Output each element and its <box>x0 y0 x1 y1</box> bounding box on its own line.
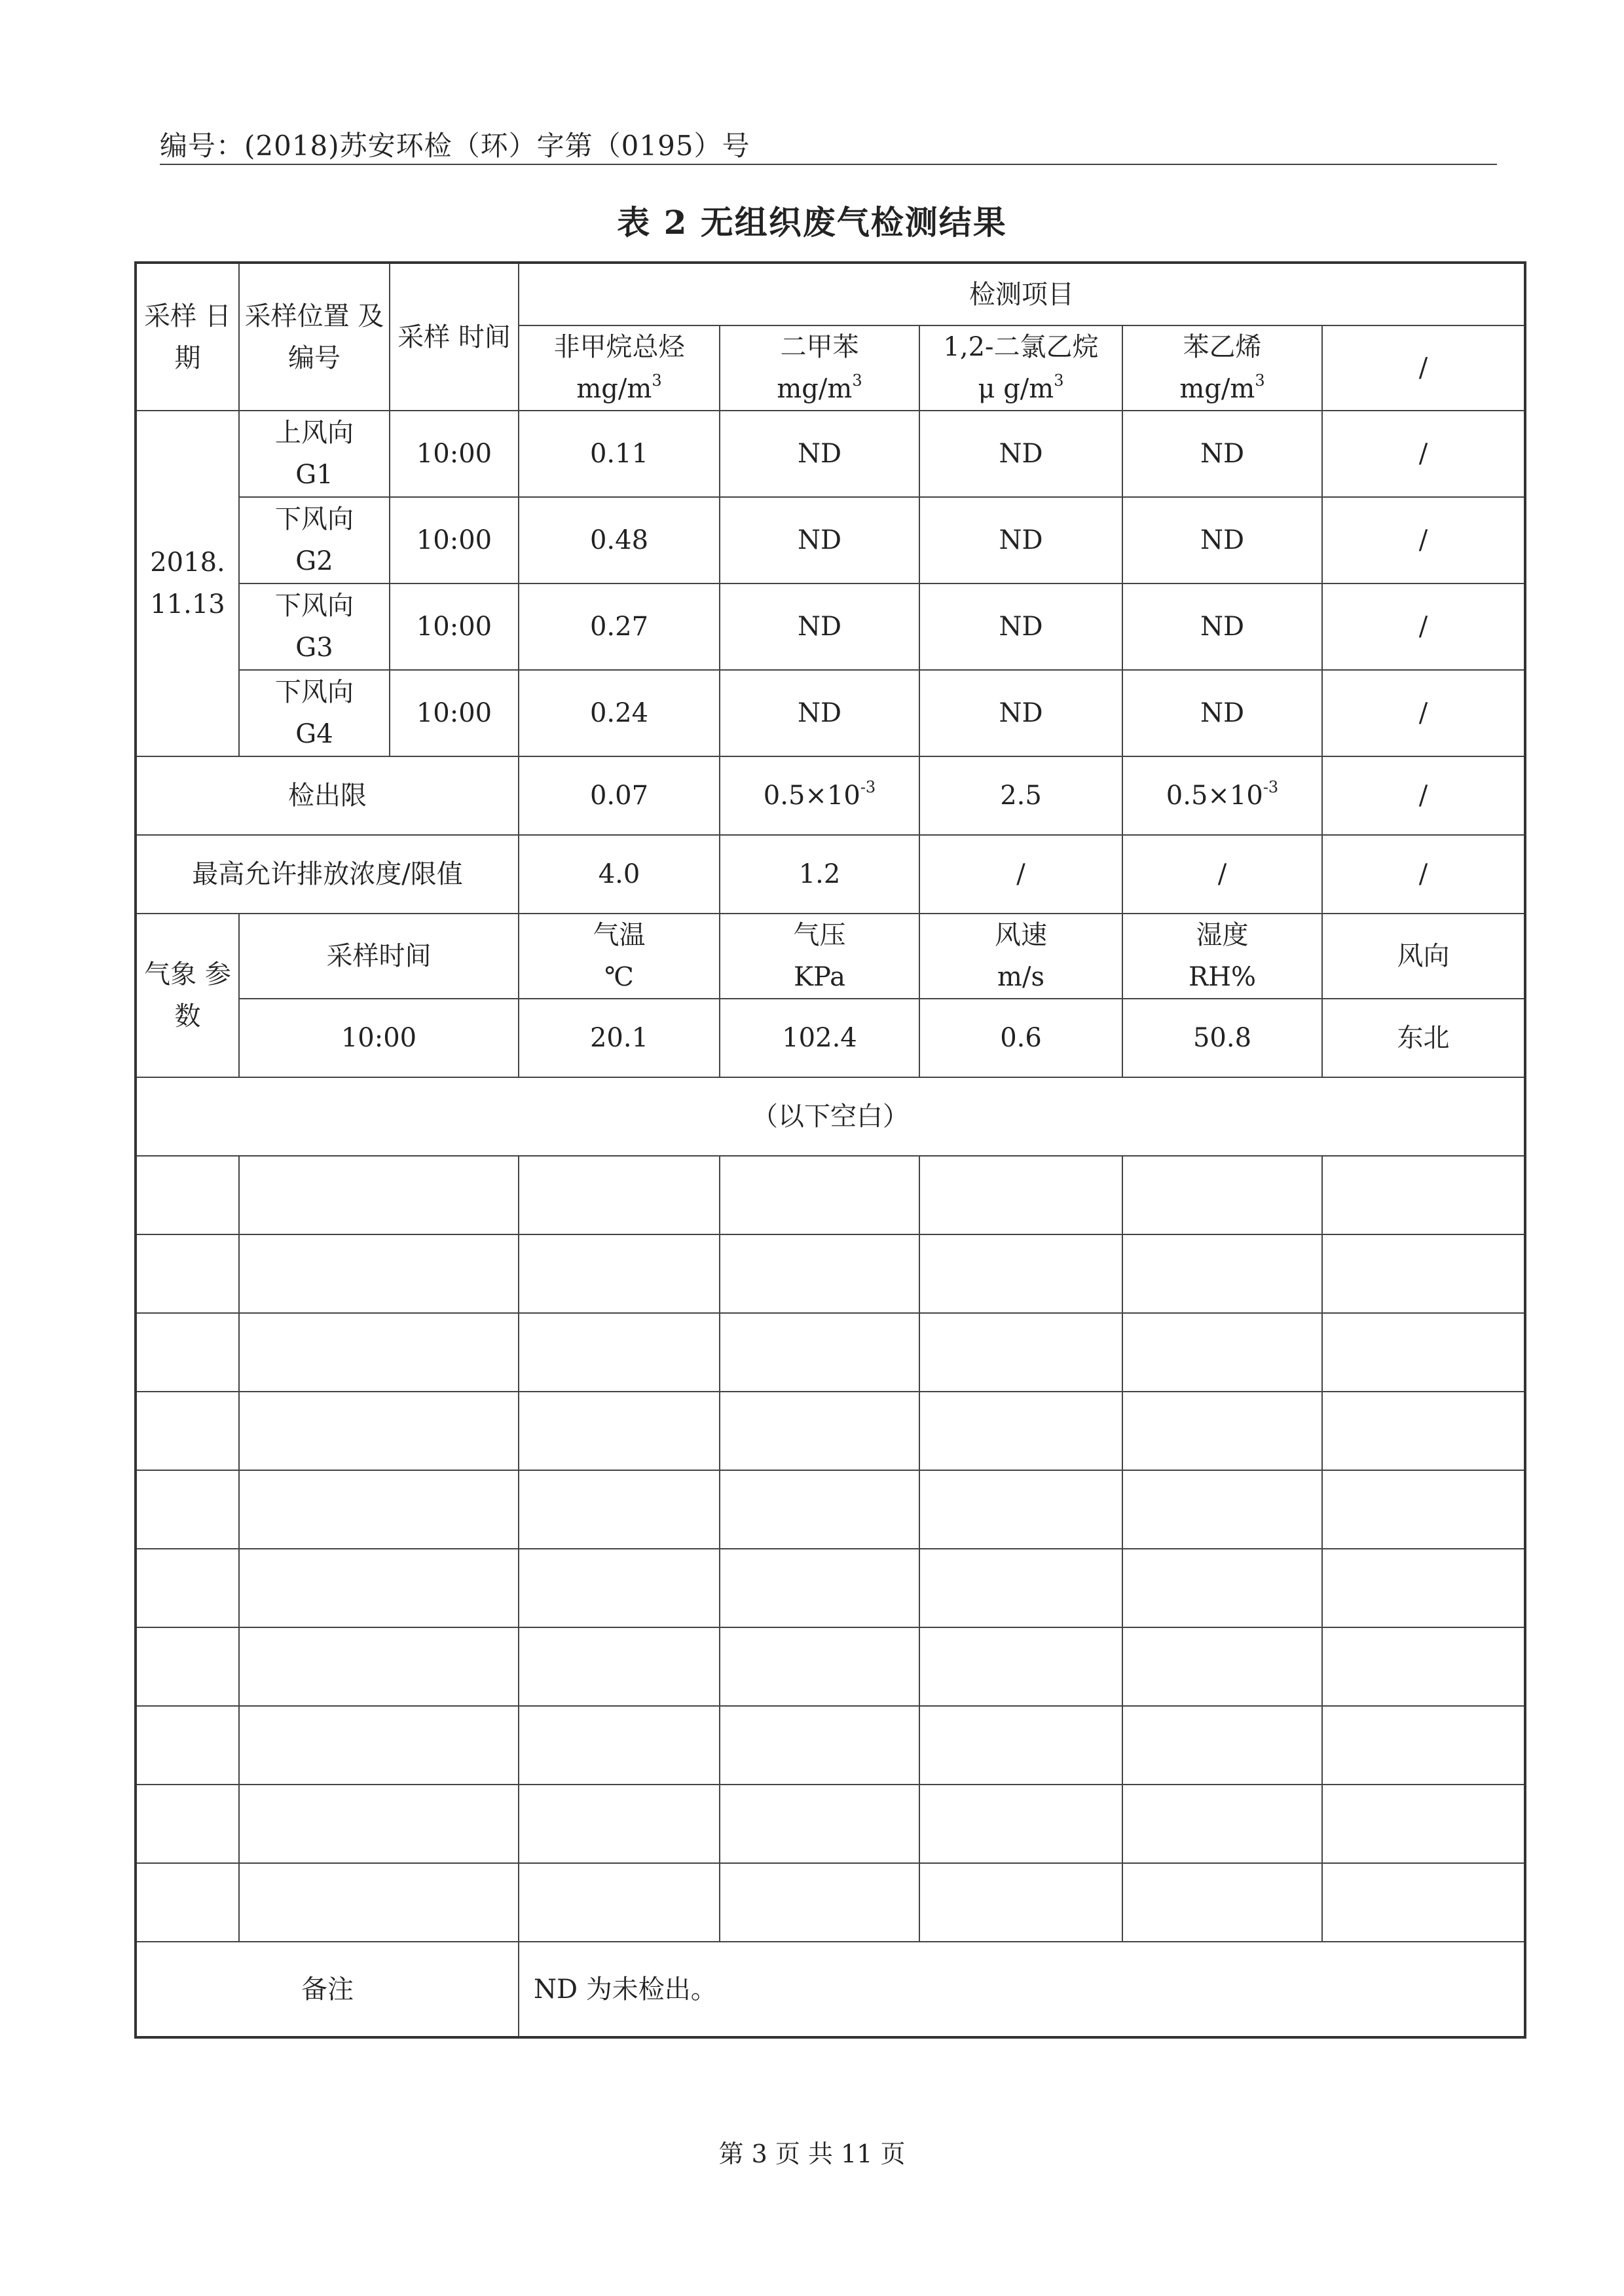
item-header-4 <box>1322 325 1525 411</box>
blank-cell <box>919 1627 1122 1706</box>
document-number: 编号：(2018)苏安环检（环）字第（0195）号 <box>160 130 750 162</box>
detection-limit-value: 0.07 <box>519 756 720 835</box>
blank-row <box>136 1392 1525 1470</box>
blank-cell <box>136 1313 239 1392</box>
blank-cell <box>1322 1863 1525 1942</box>
weather-value: 0.6 <box>919 999 1122 1077</box>
blank-cell <box>1122 1156 1322 1234</box>
blank-cell <box>136 1785 239 1863</box>
emission-limit-value: 4.0 <box>519 835 720 914</box>
blank-cell <box>136 1392 239 1470</box>
blank-cell <box>720 1156 919 1234</box>
blank-cell <box>239 1470 519 1549</box>
weather-label: 气象 参数 <box>136 914 239 1077</box>
weather-value: 50.8 <box>1122 999 1322 1077</box>
weather-value: 102.4 <box>720 999 919 1077</box>
location-code: G2 <box>295 546 333 576</box>
page-number: 第 3 页 共 11 页 <box>718 2139 906 2168</box>
blank-cell <box>720 1313 919 1392</box>
blank-cell <box>519 1470 720 1549</box>
result-value: ND <box>720 497 919 583</box>
unit-superscript: 3 <box>852 371 862 390</box>
weather-time-label: 采样时间 <box>239 914 519 999</box>
emission-limit-value: 1.2 <box>720 835 919 914</box>
weather-param-3 <box>1122 914 1322 999</box>
detection-limit-value: $0.5\times 10^{-3}$ <box>720 756 919 835</box>
results-table <box>134 261 1526 2039</box>
result-value: ND <box>1122 583 1322 670</box>
item-name: 非甲烷总烃 <box>553 332 685 362</box>
blank-cell <box>239 1156 519 1234</box>
item-unit: μ $g/m^3$ <box>978 371 1064 404</box>
blank-cell <box>136 1156 239 1234</box>
weather-param-name: 风向 <box>1397 941 1450 971</box>
result-value: ND <box>919 497 1122 583</box>
blank-cell <box>1322 1470 1525 1549</box>
blank-cell <box>239 1706 519 1785</box>
blank-row <box>136 1470 1525 1549</box>
blank-cell <box>239 1627 519 1706</box>
blank-cell <box>1122 1313 1322 1392</box>
header-sample-time: 采样 时间 <box>390 263 519 411</box>
blank-cell <box>919 1156 1122 1234</box>
blank-cell <box>1322 1234 1525 1313</box>
weather-param-2 <box>919 914 1122 999</box>
result-value: ND <box>919 583 1122 670</box>
unit-superscript: 3 <box>1255 371 1265 390</box>
blank-row <box>136 1627 1525 1706</box>
blank-cell <box>239 1234 519 1313</box>
weather-time: 10:00 <box>239 999 519 1077</box>
emission-limit-value: / <box>1122 835 1322 914</box>
sample-time: 10:00 <box>390 670 519 756</box>
item-name: 苯乙烯 <box>1183 332 1262 362</box>
result-value: ND <box>720 670 919 756</box>
item-header-1 <box>720 325 919 411</box>
weather-param-name: 气压 <box>793 920 846 950</box>
blank-cell <box>720 1392 919 1470</box>
header-sample-location: 采样位置 及编号 <box>239 263 390 411</box>
sample-time: 10:00 <box>390 583 519 670</box>
note-label: 备注 <box>136 1942 519 2037</box>
location-name: 下风向 <box>275 504 354 534</box>
blank-cell <box>1322 1627 1525 1706</box>
sample-location <box>239 583 390 670</box>
blank-cell <box>1322 1313 1525 1392</box>
blank-cell <box>720 1706 919 1785</box>
item-unit: $mg/m^3$ <box>1179 371 1265 404</box>
result-value: ND <box>1122 497 1322 583</box>
sample-location <box>239 411 390 497</box>
sample-location <box>239 497 390 583</box>
item-name: 二甲苯 <box>780 332 859 362</box>
result-value: 0.11 <box>519 411 720 497</box>
blank-cell <box>1322 1549 1525 1627</box>
unit-superscript: -3 <box>1263 777 1279 796</box>
blank-cell <box>519 1234 720 1313</box>
blank-cell <box>239 1549 519 1627</box>
location-code: G1 <box>295 460 333 490</box>
blank-cell <box>720 1234 919 1313</box>
blank-cell <box>720 1785 919 1863</box>
location-code: G3 <box>295 633 333 663</box>
weather-param-0 <box>519 914 720 999</box>
result-value: ND <box>720 411 919 497</box>
location-name: 下风向 <box>275 677 354 707</box>
emission-limit-value: / <box>1322 835 1525 914</box>
weather-param-name: 湿度 <box>1196 920 1249 950</box>
unit-superscript: 3 <box>652 371 662 390</box>
item-header-3 <box>1122 325 1322 411</box>
header-sample-date: 采样 日期 <box>136 263 239 411</box>
emission-limit-label: 最高允许排放浓度/限值 <box>136 835 519 914</box>
blank-cell <box>1322 1785 1525 1863</box>
result-value: 0.48 <box>519 497 720 583</box>
result-value: ND <box>1122 411 1322 497</box>
sample-time: 10:00 <box>390 497 519 583</box>
blank-cell <box>720 1627 919 1706</box>
blank-cell <box>136 1234 239 1313</box>
weather-param-unit: RH% <box>1188 962 1256 992</box>
blank-cell <box>239 1392 519 1470</box>
result-value: 0.27 <box>519 583 720 670</box>
blank-row <box>136 1706 1525 1785</box>
detection-limit-value: / <box>1322 756 1525 835</box>
weather-param-1 <box>720 914 919 999</box>
blank-cell <box>1322 1392 1525 1470</box>
result-value: ND <box>720 583 919 670</box>
blank-cell <box>136 1706 239 1785</box>
header-test-items: 检测项目 <box>519 263 1525 325</box>
blank-cell <box>1122 1234 1322 1313</box>
blank-cell <box>919 1470 1122 1549</box>
weather-param-4 <box>1322 914 1525 999</box>
detection-limit-label: 检出限 <box>136 756 519 835</box>
blank-cell <box>1322 1156 1525 1234</box>
sample-date-cell: 2018. 11.13 <box>136 411 239 756</box>
blank-cell <box>720 1470 919 1549</box>
sample-location <box>239 670 390 756</box>
location-name: 下风向 <box>275 591 354 621</box>
blank-cell <box>519 1156 720 1234</box>
item-header-2 <box>919 325 1122 411</box>
unit-superscript: -3 <box>860 777 876 796</box>
blank-row <box>136 1549 1525 1627</box>
blank-cell <box>519 1313 720 1392</box>
blank-cell <box>519 1392 720 1470</box>
blank-cell <box>239 1785 519 1863</box>
blank-cell <box>519 1549 720 1627</box>
result-value: ND <box>919 670 1122 756</box>
header-divider <box>160 164 1497 165</box>
result-value: / <box>1322 583 1525 670</box>
blank-cell <box>1122 1392 1322 1470</box>
location-name: 上风向 <box>275 418 354 448</box>
item-name: 1,2-二氯乙烷 <box>943 332 1099 362</box>
location-code: G4 <box>295 719 333 749</box>
blank-cell <box>1122 1785 1322 1863</box>
result-value: ND <box>1122 670 1322 756</box>
blank-row <box>136 1863 1525 1942</box>
unit-superscript: 3 <box>1054 371 1064 390</box>
blank-cell <box>919 1234 1122 1313</box>
weather-value: 东北 <box>1322 999 1525 1077</box>
detection-limit-value: $0.5\times 10^{-3}$ <box>1122 756 1322 835</box>
blank-cell <box>136 1627 239 1706</box>
blank-row <box>136 1785 1525 1863</box>
blank-cell <box>136 1470 239 1549</box>
blank-cell <box>919 1549 1122 1627</box>
result-value: / <box>1322 670 1525 756</box>
blank-cell <box>239 1313 519 1392</box>
result-value: 0.24 <box>519 670 720 756</box>
item-unit: $mg/m^3$ <box>576 371 662 404</box>
blank-row <box>136 1313 1525 1392</box>
blank-cell <box>1122 1470 1322 1549</box>
blank-marker: （以下空白） <box>136 1077 1525 1156</box>
blank-row <box>136 1234 1525 1313</box>
blank-cell <box>519 1706 720 1785</box>
table-title: 表 2 无组织废气检测结果 <box>617 203 1007 242</box>
detection-limit-value: 2.5 <box>919 756 1122 835</box>
blank-cell <box>1122 1863 1322 1942</box>
weather-param-name: 风速 <box>995 920 1047 950</box>
blank-cell <box>519 1627 720 1706</box>
blank-cell <box>519 1785 720 1863</box>
blank-cell <box>919 1392 1122 1470</box>
item-unit: $mg/m^3$ <box>777 371 862 404</box>
item-header-0 <box>519 325 720 411</box>
weather-param-name: 气温 <box>593 920 646 950</box>
blank-cell <box>519 1863 720 1942</box>
weather-value: 20.1 <box>519 999 720 1077</box>
blank-cell <box>239 1863 519 1942</box>
blank-cell <box>1122 1627 1322 1706</box>
result-value: / <box>1322 497 1525 583</box>
note-text: ND 为未检出。 <box>519 1942 1525 2037</box>
blank-cell <box>919 1313 1122 1392</box>
weather-param-unit: m/s <box>997 962 1044 992</box>
blank-cell <box>720 1549 919 1627</box>
blank-cell <box>136 1863 239 1942</box>
blank-cell <box>136 1549 239 1627</box>
blank-cell <box>720 1863 919 1942</box>
item-name: / <box>1418 353 1428 383</box>
sample-time: 10:00 <box>390 411 519 497</box>
emission-limit-value: / <box>919 835 1122 914</box>
result-value: ND <box>919 411 1122 497</box>
weather-param-unit: ℃ <box>604 962 634 992</box>
weather-param-unit: KPa <box>794 962 845 992</box>
blank-cell <box>919 1706 1122 1785</box>
blank-cell <box>1122 1706 1322 1785</box>
blank-cell <box>1122 1549 1322 1627</box>
blank-cell <box>919 1785 1122 1863</box>
result-value: / <box>1322 411 1525 497</box>
blank-cell <box>1322 1706 1525 1785</box>
blank-cell <box>919 1863 1122 1942</box>
